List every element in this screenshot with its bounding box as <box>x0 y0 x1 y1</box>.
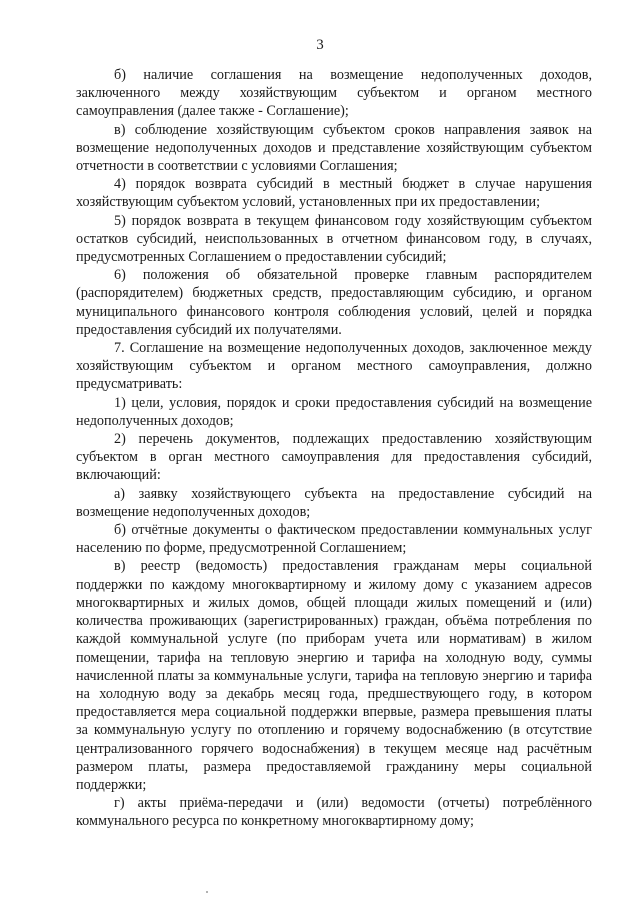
paragraph-section-7-agreement: 7. Соглашение на возмещение недополученных доходов, заключенное между хозяйствующим субъектом и органом местного самоуправления, должно предусматривать: <box>76 340 592 393</box>
paragraph-item-5-refund-of-remainders: 5) порядок возврата в текущем финансовом году хозяйствующим субъектом остатков субсидий, неиспользованных в отчетном финансовом году, в случаях, предусмотренных Соглашением о предоставлении субсидий; <box>76 212 592 266</box>
paragraph-item-6-compliance-check: 6) положения об обязательной проверке главным распорядителем (распорядителем) бюджетных средств, предоставляющим субсидию, и органом муниципального финансового контроля соблюдения условий, целей и порядка предоставления субсидий их получателями. <box>76 267 592 338</box>
page-number: 3 <box>316 37 324 53</box>
paragraph-subitem-v-registry: в) реестр (ведомость) предоставления гражданам меры социальной поддержки по каждому многоквартирному и жилому дому с указанием адресов многоквартирных и жилых домов, общей площади жилых помещений и (или) количества проживающих (зарегистрированных) граждан, объёма потребления по каждой коммунальной услуге (по приборам учета или нормативам) в жилом помещении, тарифа на тепловую энергию и тарифа на холодную воду, суммы начисленной платы за коммунальные услуги, тарифа на тепловую энергию и тарифа на холодную воду за декабрь месяц года, предшествующего году, в котором предоставляется мера социальной поддержки впервые, размера превышения платы за коммунальную услугу по отоплению и горячему водоснабжению (в отсутствие централизованного горячего водоснабжения) в текущем месяце над расчётным размером платы, размера предоставляемой гражданину меры социальной поддержки; <box>76 558 592 793</box>
paragraph-condition-b-agreement: б) наличие соглашения на возмещение недополученных доходов, заключенного между хозяйствующим субъектом и органом местного самоуправления (далее также - Соглашение); <box>76 67 592 120</box>
paragraph-condition-v-deadlines: в) соблюдение хозяйствующим субъектом сроков направления заявок на возмещение недополученных доходов и представление хозяйствующим субъектом отчетности в соответствии с условиями Соглашения; <box>76 121 592 175</box>
paragraph-item-1-goals-conditions: 1) цели, условия, порядок и сроки предоставления субсидий на возмещение недополученных доходов; <box>76 394 592 429</box>
document-body <box>76 66 592 831</box>
paragraph-item-4-refund-on-violation: 4) порядок возврата субсидий в местный бюджет в случае нарушения хозяйствующим субъектом условий, установленных при их предоставлении; <box>76 176 592 211</box>
scan-speck <box>206 891 208 893</box>
paragraph-item-2-document-list: 2) перечень документов, подлежащих предоставлению хозяйствующим субъектом в орган местного самоуправления для предоставления субсидий, включающий: <box>76 431 592 484</box>
paragraph-subitem-a-application: а) заявку хозяйствующего субъекта на предоставление субсидий на возмещение недополученных доходов; <box>76 485 592 520</box>
paragraph-subitem-g-acceptance-acts: г) акты приёма-передачи и (или) ведомости (отчеты) потреблённого коммунального ресурса по конкретному многоквартирному дому; <box>76 795 592 830</box>
paragraph-subitem-b-reports: б) отчётные документы о фактическом предоставлении коммунальных услуг населению по форме, предусмотренной Соглашением; <box>76 522 592 557</box>
